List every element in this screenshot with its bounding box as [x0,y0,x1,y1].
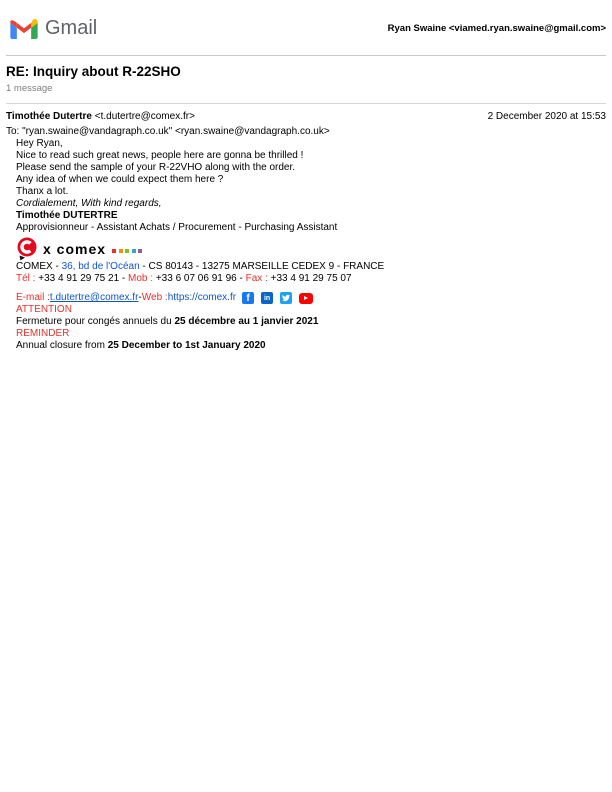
message-header [0,104,612,138]
comex-dot [112,249,116,253]
email-web-line [16,292,596,304]
body-paragraph: Thanx a lot. [16,186,69,197]
comex-dot [119,249,123,253]
tel-number: +33 4 91 29 75 21 - [35,273,129,284]
fax-number: +33 4 91 29 75 07 [267,273,352,284]
message-date: 2 December 2020 at 15:53 [487,111,606,122]
message-count: 1 message [6,83,53,94]
message-body [0,138,612,352]
signature-name: Timothée DUTERTRE [16,210,118,221]
sender-recipient-block [6,111,330,138]
body-paragraph: Any idea of when we could expect them here ? [16,174,224,185]
attention-text [16,316,596,328]
web-link[interactable]: https://comex.fr [167,292,237,303]
reminder-text-plain: Annual closure from [16,340,108,351]
youtube-icon[interactable] [299,293,313,304]
comex-dot [138,249,142,253]
phone-line [16,273,596,285]
fax-label: Fax : [245,273,268,284]
print-header [0,0,612,55]
facebook-icon[interactable]: f [242,292,254,304]
reminder-text-bold: 25 December to 1st January 2020 [107,340,266,351]
tel-label: Tél : [16,273,36,284]
sender-name: Timothée Dutertre [6,111,92,122]
attention-heading: ATTENTION [16,304,72,315]
email-link[interactable]: t.dutertre@comex.fr [49,292,139,303]
body-paragraph: Nice to read such great news, people here are gonna be thrilled ! [16,150,304,161]
recipient-line: To: "ryan.swaine@vandagraph.co.uk" <ryan.swaine@vandagraph.co.uk> [6,126,330,137]
reminder-text [16,340,596,352]
play-icon [304,296,308,300]
attention-text-bold: 25 décembre au 1 janvier 2021 [174,316,319,327]
address-suffix: - CS 80143 - 13275 MARSEILLE CEDEX 9 - FRANCE [139,261,385,272]
subject-block [0,56,612,103]
subject-title: RE: Inquiry about R-22SHO [6,64,181,79]
email-label: E-mail : [16,292,50,303]
mob-number: +33 6 07 06 91 96 - [153,273,246,284]
comex-wordmark: x comex [43,241,107,257]
address-prefix: COMEX - [16,261,62,272]
comex-logo [16,237,596,261]
web-label: Web : [141,292,168,303]
social-icons [242,292,313,304]
signature-title: Approvisionneur - Assistant Achats / Procurement - Purchasing Assistant [16,222,338,233]
comex-c-icon [16,237,40,261]
gmail-logo [10,17,97,40]
sender-email: <t.dutertre@comex.fr> [91,111,195,122]
twitter-bird-icon [282,294,290,302]
twitter-icon[interactable] [280,292,292,304]
gmail-wordmark: Gmail [45,17,98,39]
comex-dots [112,246,142,253]
attention-text-plain: Fermeture pour congés annuels du [16,316,175,327]
separator: - [138,292,142,303]
reminder-heading: REMINDER [16,328,70,339]
comex-dot [125,249,129,253]
address-line [16,261,596,273]
account-owner: Ryan Swaine <viamed.ryan.swaine@gmail.com> [387,23,606,34]
comex-dot [132,249,136,253]
from-line [6,111,330,123]
body-greeting: Hey Ryan, [16,138,63,149]
body-closing: Cordialement, With kind regards, [16,198,162,209]
linkedin-icon[interactable]: in [261,292,273,304]
gmail-m-icon [10,18,38,39]
body-paragraph: Please send the sample of your R-22VHO along with the order. [16,162,296,173]
address-link[interactable]: 36, bd de l'Océan [61,261,140,272]
mob-label: Mob : [128,273,154,284]
